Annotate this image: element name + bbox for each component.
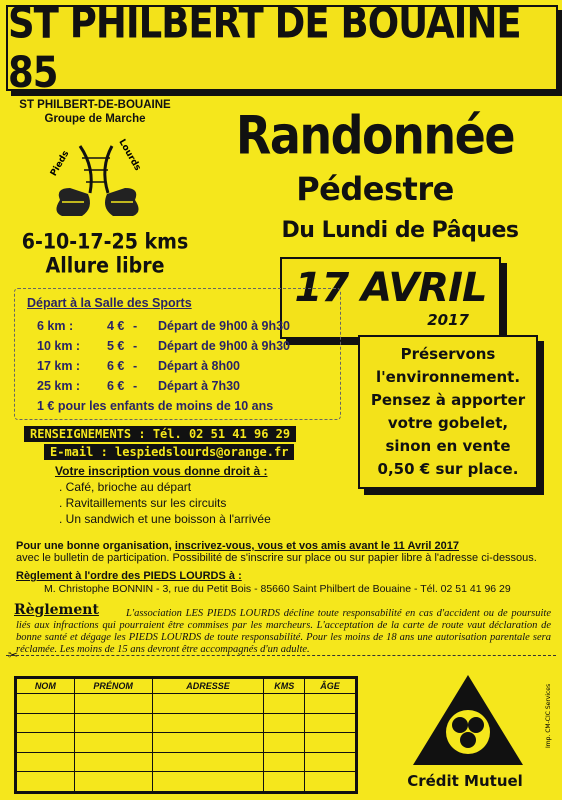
event-year: 2017 [427, 311, 469, 329]
print-note [544, 660, 554, 750]
column-header: PRÉNOM [74, 679, 152, 694]
cut-line [6, 655, 556, 656]
print-note-text: Imp. CM-CIC Services [545, 683, 552, 748]
logo-word-left: Pieds [48, 149, 72, 179]
title-banner [6, 0, 558, 98]
distance-block [20, 230, 190, 278]
scissors-icon: ✂ [8, 648, 19, 662]
schedule-row: 17 km : 6 € - Départ à 8h00 [37, 359, 240, 373]
event-date: 17 AVRIL [294, 265, 487, 311]
email-line[interactable]: E-mail : lespiedslourds@orange.fr [44, 444, 294, 460]
table-row [17, 772, 356, 792]
env-line: 0,50 € sur place. [377, 460, 519, 478]
organisation-note [14, 540, 554, 564]
sponsor-name: Crédit Mutuel [407, 772, 523, 790]
organisation-detail: avec le bulletin de participation. Possibilité de s'inscrire sur place ou sur papier libre à l'adresse ci-dessous. [16, 552, 537, 564]
schedule-row: 10 km : 5 € - Départ de 9h00 à 9h30 [37, 339, 291, 353]
registration-form [14, 676, 358, 794]
inscription-item: . Ravitaillements sur les circuits [59, 496, 227, 510]
schedule-box [14, 288, 341, 420]
env-line: sinon en vente [385, 437, 511, 455]
payment-heading: Règlement à l'ordre des PIEDS LOURDS à : [16, 570, 242, 582]
rules-text: L'association LES PIEDS LOURDS décline toute responsabilité en cas d'accident ou de poursuite liés aux infractions qui pourraient être commises par les marcheurs. L'acceptation de la carte de route vaut déclaration de bonne santé et dégage les PIEDS LOURDS de toute responsabilité. Pour les moins de 18 ans une autorisation parentale sera réclamée. Les moins de 15 ans devront être accompagnés d'un adulte. [16, 608, 551, 655]
credit-mutuel-logo [408, 670, 528, 770]
schedule-row: 25 km : 6 € - Départ à 7h30 [37, 379, 240, 393]
pieds-lourds-logo [40, 128, 155, 223]
pace: Allure libre [45, 254, 165, 279]
inscription-item: . Café, brioche au départ [59, 480, 192, 494]
env-line: Pensez à apporter [370, 391, 526, 409]
table-row [17, 733, 356, 753]
event-day: Du Lundi de Pâques [281, 218, 519, 243]
inscription-block [55, 463, 271, 527]
organizer-name: ST PHILBERT-DE-BOUAINE [19, 99, 171, 111]
event-subtitle: Pédestre [296, 170, 454, 208]
column-header: ADRESSE [152, 679, 264, 694]
phone-line: RENSEIGNEMENTS : Tél. 02 51 41 96 29 [24, 426, 296, 442]
children-price: 1 € pour les enfants de moins de 10 ans [37, 399, 274, 413]
logo-word-right: Lourds [116, 137, 143, 173]
env-line: Préservons [400, 345, 496, 363]
distances: 6-10-17-25 kms [21, 229, 189, 254]
inscription-item: . Un sandwich et une boisson à l'arrivée [59, 512, 271, 526]
payment-block [14, 570, 554, 596]
organisation-intro: Pour une bonne organisation, [16, 540, 175, 552]
event-title: Randonnée [235, 103, 515, 167]
payment-address: M. Christophe BONNIN - 3, rue du Petit Bois - 85660 Saint Philbert de Bouaine - Tél. 02 51 41 96 29 [44, 583, 511, 595]
environment-box [358, 335, 538, 489]
contact-block [14, 420, 339, 462]
column-header: KMS [264, 679, 305, 694]
env-line: votre gobelet, [387, 414, 509, 432]
schedule-heading: Départ à la Salle des Sports [27, 296, 192, 310]
table-row [17, 713, 356, 733]
organizer-block [10, 98, 180, 126]
env-line: l'environnement. [375, 368, 521, 386]
inscription-heading: Votre inscription vous donne droit à : [55, 464, 268, 478]
page-title: ST PHILBERT DE BOUAINE 85 [8, 0, 521, 98]
column-header: ÂGE [305, 679, 356, 694]
rules-title: Règlement [14, 602, 99, 618]
column-header: NOM [17, 679, 75, 694]
organizer-group: Groupe de Marche [44, 113, 146, 125]
schedule-row: 6 km : 4 € - Départ de 9h00 à 9h30 [37, 319, 291, 333]
table-row [17, 752, 356, 772]
table-row [17, 694, 356, 714]
organisation-deadline: inscrivez-vous, vous et vos amis avant le 11 Avril 2017 [174, 540, 460, 552]
